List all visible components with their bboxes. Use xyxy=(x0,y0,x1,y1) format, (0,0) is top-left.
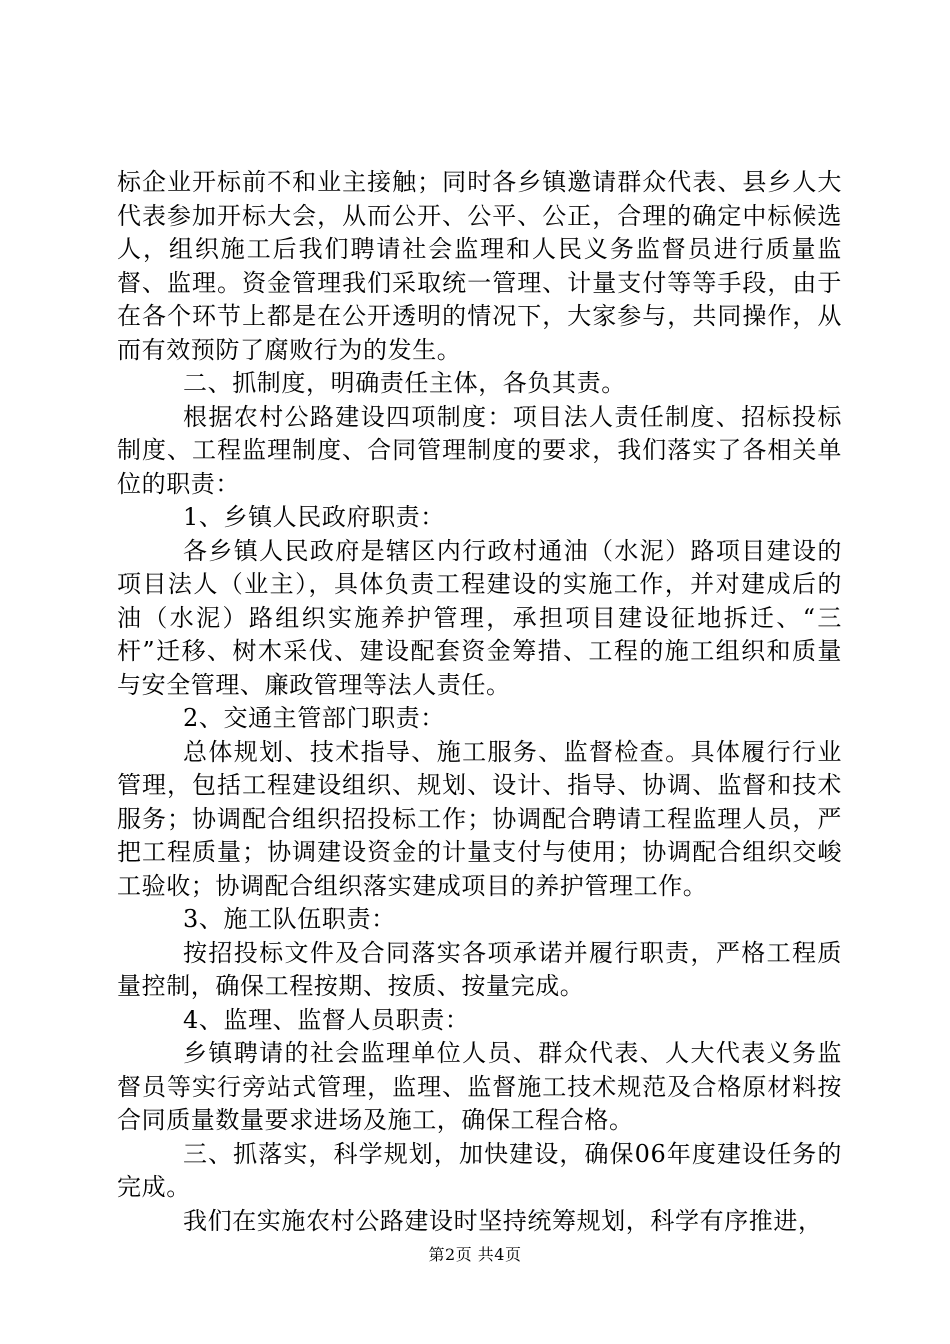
paragraph-11: 乡镇聘请的社会监理单位人员、群众代表、人大代表义务监督员等实行旁站式管理，监理、监督施工技术规范及合格原材料按合同质量数量要求进场及施工，确保工程合格。 xyxy=(117,1039,842,1134)
subheading-8: 3、施工队伍职责： xyxy=(183,905,396,933)
paragraph-1: 标企业开标前不和业主接触；同时各乡镇邀请群众代表、县乡人大代表参加开标大会，从而公开、公平、公正，合理的确定中标候选人，组织施工后我们聘请社会监理和人民义务监督员进行质量监督、监理。资金管理我们采取统一管理、计量支付等等手段，由于在各个环节上都是在公开透明的情况下，大家参与，共同操作，从而有效预防了腐败行为的发生。 xyxy=(117,168,842,364)
subheading-10: 4、监理、监督人员职责： xyxy=(183,1005,470,1034)
paragraph-7: 总体规划、技术指导、施工服务、监督检查。具体履行行业管理，包括工程建设组织、规划、设计、指导、协调、监督和技术服务；协调配合组织招投标工作；协调配合聘请工程监理人员，严把工程质量；协调建设资金的计量支付与使用；协调配合组织交峻工验收；协调配合组织落实建成项目的养护管理工作。 xyxy=(117,737,842,900)
section-heading-2: 二、抓制度，明确责任主体，各负其责。 xyxy=(183,369,626,397)
paragraph-13: 我们在实施农村公路建设时坚持统筹规划，科学有序推进， xyxy=(183,1206,823,1235)
paragraph-5: 各乡镇人民政府是辖区内行政村通油（水泥）路项目建设的项目法人（业主），具体负责工程建设的实施工作，并对建成后的油（水泥）路组织实施养护管理，承担项目建设征地拆迁、“三杆”迁移、树木采伐、建设配套资金筹措、工程的施工组织和质量与安全管理、廉政管理等法人责任。 xyxy=(117,536,842,699)
paragraph-9: 按招投标文件及合同落实各项承诺并履行职责，严格工程质量控制，确保工程按期、按质、按量完成。 xyxy=(117,938,842,1000)
paragraph-3: 根据农村公路建设四项制度：项目法人责任制度、招标投标制度、工程监理制度、合同管理制度的要求，我们落实了各相关单位的职责： xyxy=(117,402,842,498)
subheading-4: 1、乡镇人民政府职责： xyxy=(183,503,445,531)
section-heading-12: 三、抓落实，科学规划，加快建设，确保06年度建设任务的完成。 xyxy=(117,1139,842,1201)
subheading-6: 2、交通主管部门职责： xyxy=(183,704,445,732)
document-body xyxy=(117,166,842,1238)
page-number-footer: 第2页 共4页 xyxy=(428,1245,522,1264)
